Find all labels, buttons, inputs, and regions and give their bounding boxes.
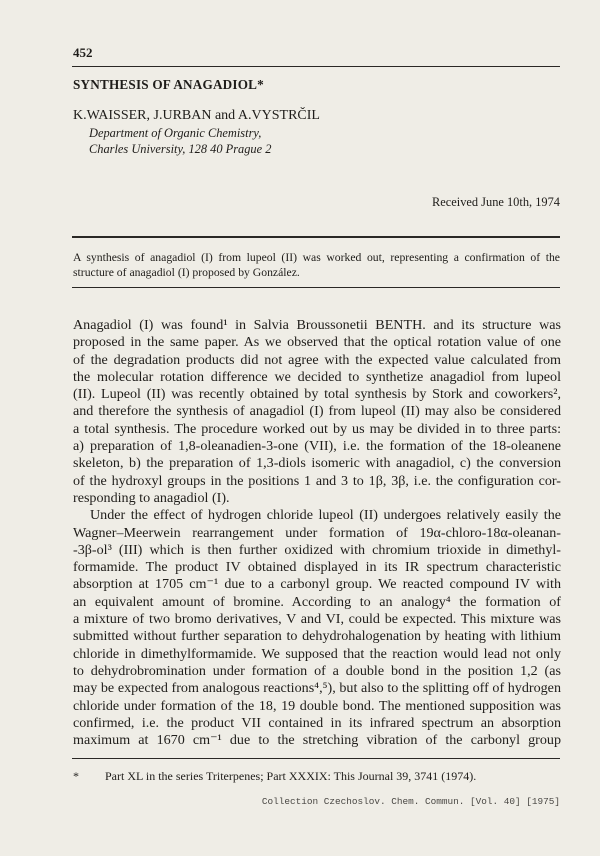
body-line: Under the effect of hydrogen chloride lupeol (II) undergoes relatively easily the — [90, 507, 561, 524]
abstract-line: structure of anagadiol (I) proposed by González. — [73, 266, 300, 279]
body-line: to dehydrobromination under formation of a double bond in the position 1,2 (as — [73, 662, 561, 679]
body-line: maximum at 1670 cm⁻¹ due to the stretching vibration of the carbonyl group — [73, 732, 561, 749]
abstract-bottom-rule — [72, 287, 560, 288]
body-line: responding to anagadiol (I). — [73, 489, 230, 506]
body-line: -3β-ol³ (III) which is then further oxidized with chromium trioxide in dimethyl- — [73, 541, 561, 558]
body-line: skeleton, b) the preparation of 1,3-diols isomeric with anagadiol, c) the conversion — [73, 455, 561, 472]
footnote — [73, 769, 476, 784]
footnote-mark: * — [73, 769, 79, 783]
body-line: proposed in the same paper. As we observed that the optical rotation value of one — [73, 334, 561, 351]
journal-reference: Collection Czechoslov. Chem. Commun. [Vol. 40] [1975] — [261, 796, 560, 807]
body-line: absorption at 1705 cm⁻¹ due to a carbonyl group. We reacted compound IV with — [73, 576, 561, 593]
body-text — [73, 317, 561, 749]
body-line: and therefore the synthesis of anagadiol (I) from lupeol (II) may also be considered — [73, 403, 561, 420]
body-line: submitted without further separation to dehydrohalogenation by heating with lithium — [73, 628, 561, 645]
body-line: a mixture of two bromo derivatives, V and VI, could be expected. This mixture was — [73, 611, 561, 628]
footnote-text: Part XL in the series Triterpenes; Part XXXIX: This Journal 39, 3741 (1974). — [105, 769, 477, 783]
body-line: a total synthesis. The procedure worked out by us may be divided in to three parts: — [73, 420, 561, 437]
affiliation-line-1: Department of Organic Chemistry, — [89, 126, 262, 140]
body-line: confirmed, i.e. the product VII contained in its infrared spectrum an absorption — [73, 714, 561, 731]
body-line: chloride in dimethylformamide. We supposed that the reaction would lead not only — [73, 645, 561, 662]
abstract-line: A synthesis of anagadiol (I) from lupeol (II) was worked out, representing a confirmation of the — [73, 251, 560, 264]
body-line: formamide. The product IV obtained displayed in its IR spectrum characteristic — [73, 559, 561, 576]
abstract-top-rule — [72, 236, 560, 238]
article-title: SYNTHESIS OF ANAGADIOL* — [73, 77, 264, 92]
header-rule — [72, 66, 560, 67]
body-line: may be expected from analogous reactions⁴,⁵), but also to the splitting off of hydrogen — [73, 680, 561, 697]
body-line: an equivalent amount of bromine. According to an analogy⁴ the formation of — [73, 593, 561, 610]
abstract — [73, 250, 560, 280]
body-line: Anagadiol (I) was found¹ in Salvia Broussonetii BENTH. and its structure was — [73, 317, 561, 333]
footnote-rule — [72, 758, 560, 759]
received-date: Received June 10th, 1974 — [431, 195, 560, 209]
body-line: of the hydroxyl groups in the positions 1 and 3 to 1β, 3β, i.e. the configuration cor- — [73, 472, 561, 489]
body-line: the molecular rotation difference we decided to synthetize anagadiol from lupeol — [73, 368, 561, 385]
body-line: Wagner–Meerwein rearrangement under formation of 19α-chloro-18α-oleanan- — [73, 524, 561, 541]
body-line: (II). Lupeol (II) was recently obtained by total synthesis by Stork and coworkers², — [73, 386, 561, 403]
body-line: a) preparation of 1,8-oleanadien-3-one (VII), i.e. the formation of the 18-oleanene — [73, 438, 561, 455]
body-line: chloride under formation of the 18, 19 double bond. The mentioned supposition was — [73, 697, 561, 714]
body-line: of the degradation products did not agree with the expected value calculated from — [73, 351, 561, 368]
page-number: 452 — [73, 45, 93, 60]
affiliation-line-2: Charles University, 128 40 Prague 2 — [89, 142, 272, 156]
article-authors: K.WAISSER, J.URBAN and A.VYSTRČIL — [73, 108, 320, 123]
